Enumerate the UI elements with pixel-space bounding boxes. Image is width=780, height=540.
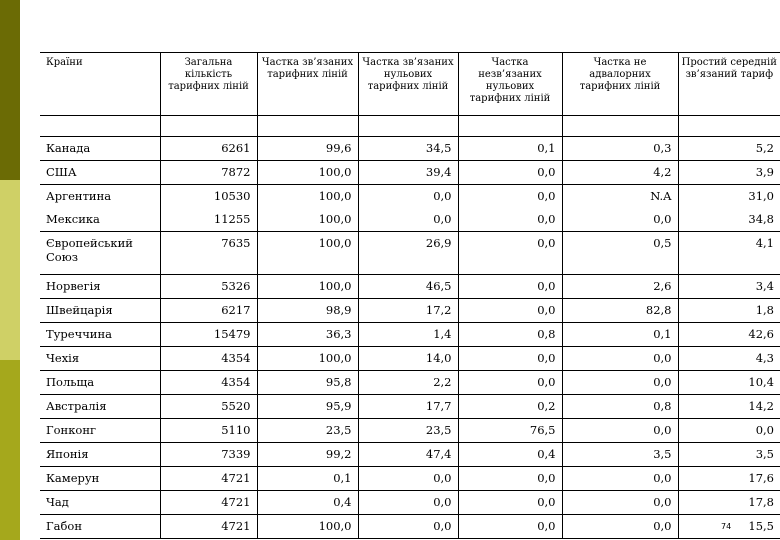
table-row bbox=[40, 232, 780, 275]
cell-unbound-zero-share: 0,0 bbox=[458, 185, 562, 209]
cell-simple-average-bound: 0,0 bbox=[678, 419, 780, 443]
header-bound-zero-share: Частка зв’язаних нульових тарифних ліній bbox=[358, 53, 458, 116]
cell-bound-share: 99,6 bbox=[257, 137, 358, 161]
sidebar-decoration bbox=[0, 0, 20, 540]
cell-total-lines: 4354 bbox=[160, 371, 257, 395]
table-spacer-row bbox=[40, 116, 780, 137]
cell-bound-zero-share: 34,5 bbox=[358, 137, 458, 161]
cell-bound-share: 100,0 bbox=[257, 232, 358, 275]
cell-total-lines: 4721 bbox=[160, 515, 257, 539]
table-row bbox=[40, 299, 780, 323]
cell-unbound-zero-share: 76,5 bbox=[458, 419, 562, 443]
cell-bound-share: 100,0 bbox=[257, 185, 358, 209]
cell-non-advalorem-share: 0,0 bbox=[562, 347, 678, 371]
table-body bbox=[40, 137, 780, 539]
cell-unbound-zero-share: 0,2 bbox=[458, 395, 562, 419]
cell-simple-average-bound: 17,6 bbox=[678, 467, 780, 491]
spacer-cell bbox=[678, 116, 780, 137]
cell-country: Габон bbox=[40, 515, 160, 539]
cell-total-lines: 5110 bbox=[160, 419, 257, 443]
cell-unbound-zero-share: 0,0 bbox=[458, 299, 562, 323]
cell-bound-zero-share: 0,0 bbox=[358, 515, 458, 539]
cell-unbound-zero-share: 0,0 bbox=[458, 232, 562, 275]
cell-non-advalorem-share: 0,1 bbox=[562, 323, 678, 347]
cell-bound-zero-share: 0,0 bbox=[358, 208, 458, 232]
table-row bbox=[40, 419, 780, 443]
cell-bound-share: 36,3 bbox=[257, 323, 358, 347]
cell-bound-zero-share: 39,4 bbox=[358, 161, 458, 185]
cell-country: Європейський Союз bbox=[40, 232, 160, 275]
cell-country: Чад bbox=[40, 491, 160, 515]
cell-unbound-zero-share: 0,0 bbox=[458, 467, 562, 491]
cell-simple-average-bound: 10,4 bbox=[678, 371, 780, 395]
cell-simple-average-bound: 14,2 bbox=[678, 395, 780, 419]
cell-non-advalorem-share: 4,2 bbox=[562, 161, 678, 185]
cell-bound-share: 95,8 bbox=[257, 371, 358, 395]
cell-bound-zero-share: 17,7 bbox=[358, 395, 458, 419]
cell-bound-share: 0,4 bbox=[257, 491, 358, 515]
cell-total-lines: 11255 bbox=[160, 208, 257, 232]
table-row bbox=[40, 347, 780, 371]
cell-non-advalorem-share: 0,0 bbox=[562, 467, 678, 491]
cell-bound-share: 0,1 bbox=[257, 467, 358, 491]
cell-unbound-zero-share: 0,8 bbox=[458, 323, 562, 347]
cell-country: Чехія bbox=[40, 347, 160, 371]
cell-non-advalorem-share: 0,0 bbox=[562, 515, 678, 539]
cell-unbound-zero-share: 0,0 bbox=[458, 347, 562, 371]
tariff-table bbox=[40, 52, 780, 539]
cell-total-lines: 10530 bbox=[160, 185, 257, 209]
sidebar-segment-bottom bbox=[0, 360, 20, 540]
table-row bbox=[40, 467, 780, 491]
cell-non-advalorem-share: 0,0 bbox=[562, 491, 678, 515]
cell-country: Гонконг bbox=[40, 419, 160, 443]
spacer-cell bbox=[40, 116, 160, 137]
table-row bbox=[40, 185, 780, 209]
table-header-row bbox=[40, 53, 780, 116]
header-countries: Країни bbox=[40, 53, 160, 116]
cell-bound-zero-share: 17,2 bbox=[358, 299, 458, 323]
table-row bbox=[40, 395, 780, 419]
cell-bound-zero-share: 26,9 bbox=[358, 232, 458, 275]
cell-country: США bbox=[40, 161, 160, 185]
cell-total-lines: 15479 bbox=[160, 323, 257, 347]
cell-bound-share: 99,2 bbox=[257, 443, 358, 467]
cell-total-lines: 4721 bbox=[160, 491, 257, 515]
spacer-cell bbox=[458, 116, 562, 137]
cell-unbound-zero-share: 0,4 bbox=[458, 443, 562, 467]
cell-simple-average-bound: 1,8 bbox=[678, 299, 780, 323]
spacer-cell bbox=[358, 116, 458, 137]
cell-total-lines: 4354 bbox=[160, 347, 257, 371]
cell-bound-share: 100,0 bbox=[257, 275, 358, 299]
header-non-advalorem-share: Частка не адвалорних тарифних ліній bbox=[562, 53, 678, 116]
cell-unbound-zero-share: 0,0 bbox=[458, 208, 562, 232]
cell-bound-zero-share: 2,2 bbox=[358, 371, 458, 395]
header-total-lines: Загальна кількість тарифних ліній bbox=[160, 53, 257, 116]
cell-total-lines: 7635 bbox=[160, 232, 257, 275]
page-number: 74 bbox=[721, 522, 732, 531]
header-unbound-zero-share: Частка незв’язаних нульових тарифних ліній bbox=[458, 53, 562, 116]
cell-non-advalorem-share: 0,3 bbox=[562, 137, 678, 161]
cell-unbound-zero-share: 0,1 bbox=[458, 137, 562, 161]
cell-bound-zero-share: 14,0 bbox=[358, 347, 458, 371]
cell-total-lines: 5520 bbox=[160, 395, 257, 419]
cell-total-lines: 5326 bbox=[160, 275, 257, 299]
cell-bound-zero-share: 47,4 bbox=[358, 443, 458, 467]
cell-non-advalorem-share: 0,8 bbox=[562, 395, 678, 419]
cell-simple-average-bound: 31,0 bbox=[678, 185, 780, 209]
table-row bbox=[40, 491, 780, 515]
table-row bbox=[40, 137, 780, 161]
spacer-cell bbox=[160, 116, 257, 137]
table-row bbox=[40, 161, 780, 185]
cell-bound-zero-share: 0,0 bbox=[358, 185, 458, 209]
cell-total-lines: 6261 bbox=[160, 137, 257, 161]
cell-total-lines: 7872 bbox=[160, 161, 257, 185]
table-row bbox=[40, 515, 780, 539]
cell-country: Туреччина bbox=[40, 323, 160, 347]
sidebar-segment-middle bbox=[0, 180, 20, 360]
cell-country: Японія bbox=[40, 443, 160, 467]
cell-country: Норвегія bbox=[40, 275, 160, 299]
cell-bound-zero-share: 0,0 bbox=[358, 491, 458, 515]
cell-total-lines: 6217 bbox=[160, 299, 257, 323]
table-row bbox=[40, 443, 780, 467]
sidebar-segment-top bbox=[0, 0, 20, 180]
cell-non-advalorem-share: 0,5 bbox=[562, 232, 678, 275]
table-row bbox=[40, 208, 780, 232]
cell-bound-share: 100,0 bbox=[257, 515, 358, 539]
cell-unbound-zero-share: 0,0 bbox=[458, 161, 562, 185]
cell-bound-share: 98,9 bbox=[257, 299, 358, 323]
cell-bound-share: 100,0 bbox=[257, 208, 358, 232]
cell-simple-average-bound: 4,1 bbox=[678, 232, 780, 275]
table-row bbox=[40, 323, 780, 347]
header-bound-share: Частка зв’язаних тарифних ліній bbox=[257, 53, 358, 116]
cell-simple-average-bound: 3,5 bbox=[678, 443, 780, 467]
cell-bound-share: 100,0 bbox=[257, 161, 358, 185]
cell-bound-zero-share: 46,5 bbox=[358, 275, 458, 299]
cell-non-advalorem-share: 2,6 bbox=[562, 275, 678, 299]
cell-simple-average-bound: 42,6 bbox=[678, 323, 780, 347]
cell-unbound-zero-share: 0,0 bbox=[458, 491, 562, 515]
cell-simple-average-bound: 5,2 bbox=[678, 137, 780, 161]
cell-total-lines: 4721 bbox=[160, 467, 257, 491]
cell-country: Мексика bbox=[46, 212, 100, 226]
cell-bound-zero-share: 1,4 bbox=[358, 323, 458, 347]
cell-bound-share: 95,9 bbox=[257, 395, 358, 419]
spacer-cell bbox=[562, 116, 678, 137]
cell-country: Польща bbox=[40, 371, 160, 395]
cell-bound-share: 100,0 bbox=[257, 347, 358, 371]
table-row bbox=[40, 275, 780, 299]
cell-non-advalorem-share: 82,8 bbox=[562, 299, 678, 323]
spacer-cell bbox=[257, 116, 358, 137]
cell-non-advalorem-share: 0,0 bbox=[562, 371, 678, 395]
cell-country: Аргентина bbox=[40, 185, 160, 209]
cell-country: Австралія bbox=[40, 395, 160, 419]
cell-unbound-zero-share: 0,0 bbox=[458, 515, 562, 539]
cell-non-advalorem-share: 0,0 bbox=[562, 208, 678, 232]
cell-non-advalorem-share: 3,5 bbox=[562, 443, 678, 467]
cell-simple-average-bound: 4,3 bbox=[678, 347, 780, 371]
cell-unbound-zero-share: 0,0 bbox=[458, 275, 562, 299]
cell-country: Камерун bbox=[40, 467, 160, 491]
cell-simple-average-bound: 3,9 bbox=[678, 161, 780, 185]
cell-simple-average-bound: 3,4 bbox=[678, 275, 780, 299]
cell-total-lines: 7339 bbox=[160, 443, 257, 467]
cell-unbound-zero-share: 0,0 bbox=[458, 371, 562, 395]
cell-bound-zero-share: 23,5 bbox=[358, 419, 458, 443]
cell-bound-share: 23,5 bbox=[257, 419, 358, 443]
cell-simple-average-bound: 34,8 bbox=[678, 208, 780, 232]
cell-non-advalorem-share: N.A bbox=[562, 185, 678, 209]
cell-simple-average-bound: 15,5 bbox=[678, 515, 780, 539]
cell-bound-zero-share: 0,0 bbox=[358, 467, 458, 491]
cell-country: Швейцарія bbox=[40, 299, 160, 323]
cell-non-advalorem-share: 0,0 bbox=[562, 419, 678, 443]
cell-simple-average-bound: 17,8 bbox=[678, 491, 780, 515]
table-row bbox=[40, 371, 780, 395]
header-simple-average-bound: Простий середній зв’язаний тариф bbox=[678, 53, 780, 116]
cell-country: Канада bbox=[40, 137, 160, 161]
